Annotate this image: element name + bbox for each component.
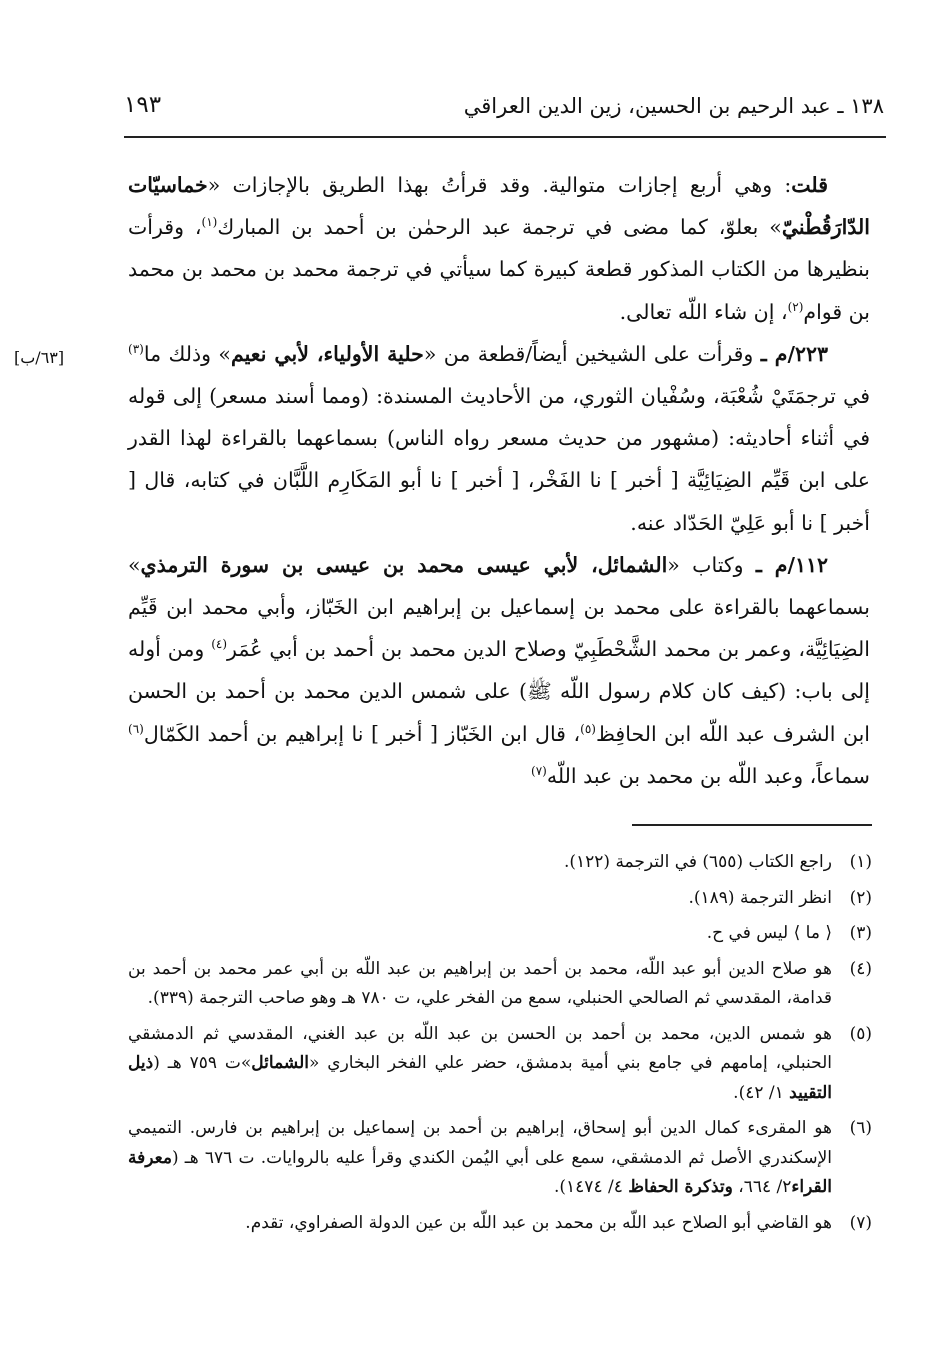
- footnote-text: هو شمس الدين، محمد بن أحمد بن الحسن بن عبد اللّه بن عبد الغني، المقدسي ثم الدمشقي الحنبلي، إمامهم في جامع بني أمية بدمشق، حضر علي الفخر البخاري «الشمائل»ت ٧٥٩ هـ (ذيل التقييد ١/ ٤٢).: [128, 1023, 832, 1103]
- book-title: الشمائل، لأبي عيسى محمد بن عيسى بن سورة الترمذي: [140, 552, 668, 577]
- entry-number: ١١٢/م ـ: [755, 552, 829, 577]
- footnotes: [128, 848, 872, 1244]
- footnote-ref: (٣): [128, 341, 144, 356]
- text-run: ومن أوله إلى باب: (كيف كان كلام رسول اللّه ﷺ) على شمس الدين محمد بن أحمد بن الحسن ابن الشرف عبد اللّه ابن الحافِظ: [128, 637, 870, 746]
- book-title: خماسيّات الدّارَقُطْنيّ: [128, 173, 870, 240]
- paragraph: [128, 333, 870, 544]
- entry-number: ٢٢٣/م ـ: [760, 341, 829, 366]
- footnote: [128, 919, 872, 949]
- footnote-ref: (٧): [531, 764, 547, 779]
- footnote: [128, 1209, 872, 1239]
- text-run: : وهي أربع إجازات متوالية. وقد قرأتُ بهذا الطريق بالإجازات «: [207, 173, 792, 197]
- paragraph: [128, 544, 870, 797]
- page-header: [124, 88, 884, 134]
- text-run: » بسماعهما بالقراءة على محمد بن إسماعيل بن إبراهيم ابن الخَبّاز، وأبي محمد ابن قَيِّم الضِيَائِيَّة، وعمر بن محمد الشَّحْطَبِيّ وصلاح الدين محمد بن أحمد بن أبي عُمَر: [128, 552, 870, 662]
- margin-note: [٦٣/ب]: [14, 348, 65, 367]
- footnote-number: (٧): [849, 1212, 872, 1233]
- footnote-ref: (٢): [787, 299, 804, 314]
- text-run: » بعلوّ، كما مضى في ترجمة عبد الرحمٰن بن أحمد بن المبارك: [217, 215, 782, 240]
- book-title: معرفة القراء: [128, 1147, 832, 1197]
- book-title: الشمائل: [251, 1053, 309, 1073]
- page-number: ١٩٣: [124, 92, 162, 118]
- paragraph-intro: قلت: [791, 173, 828, 197]
- footnote-number: (٢): [849, 887, 872, 908]
- footnote-number: (١): [849, 852, 872, 872]
- text-run: سماعاً، وعبد اللّه بن محمد بن عبد اللّه: [546, 763, 870, 788]
- footnote-ref: (١): [201, 215, 218, 230]
- footnote: [128, 1020, 872, 1109]
- footnote-text: راجع الكتاب (٦٥٥) في الترجمة (١٢٢).: [563, 852, 832, 872]
- footnote-separator: [632, 824, 872, 826]
- book-title: حلية الأولياء، لأبي نعيم: [230, 341, 424, 366]
- footnote-text: هو القاضي أبو الصلاح عبد اللّه بن محمد بن عبد اللّه بن عين الدولة الصفراوي، تقدم.: [245, 1212, 832, 1233]
- footnote-number: (٦): [849, 1118, 872, 1138]
- footnote-text: انظر الترجمة (١٨٩).: [688, 887, 832, 908]
- footnote-number: (٥): [849, 1023, 872, 1044]
- book-title: ذيل التقييد: [128, 1053, 832, 1103]
- footnote-number: (٤): [849, 958, 872, 979]
- text-run: في ترجمَتَيْ شُعْبَة، وسُفْيان الثوري، من الأحاديث المسندة: (ومما أسند مسعر) إلى قوله في أثناء أحاديثه: (مشهور من حديث مسعر رواه الناس) بسماعهما بالقراءة لهذا القدر على ابن قَيِّم الضِيَائِيَّة [ أخبر ] نا الفَخْر، [ أخبر ] نا أبو المَكَارِم اللَّبَّان في كتابه، قال [ أخبر ] نا أبو عَلِيّ الحَدّاد عنه.: [128, 384, 870, 535]
- footnote-text: هو المقرىء كمال الدين أبو إسحاق، إبراهيم بن أحمد بن إسماعيل بن إبراهيم بن فارس. التميمي الإسكندري الأصل ثم الدمشقي، سمع على أبي اليُمن الكندي وقرأ عليه بالروايات. ت ٦٧٦ هـ (معرفة القراء٢/ ٦٦٤، وتذكرة الحفاظ ٤/ ١٤٧٤).: [128, 1118, 832, 1197]
- footnote-text: هو صلاح الدين أبو عبد اللّه، محمد بن أحمد بن إبراهيم بن عبد اللّه بن أبي عمر محمد بن أحمد بن قدامة، المقدسي ثم الصالحي الحنبلي، سمع من الفخر علي، ت ٧٨٠ هـ وهو صاحب الترجمة (٣٣٩).: [128, 958, 832, 1008]
- text-run: » وذلك ما: [143, 341, 231, 366]
- text-run: وقرأت على الشيخين أيضاً/قطعة من «: [423, 341, 761, 366]
- running-title: ١٣٨ ـ عبد الرحيم بن الحسين، زين الدين العراقي: [463, 94, 884, 118]
- text-run: ، وقرأت بنظيرها من الكتاب المذكور قطعة كبيرة كما سيأتي في ترجمة محمد بن محمد بن محمد بن قوام: [128, 215, 870, 324]
- paragraph: [128, 164, 870, 333]
- text-run: ، إن شاء اللّه تعالى.: [619, 299, 788, 324]
- header-rule: [124, 136, 886, 138]
- footnote: [128, 848, 872, 878]
- main-text: [128, 164, 870, 797]
- footnote: [128, 1114, 872, 1203]
- text-run: ، قال ابن الخَبّاز [ أخبر ] نا إبراهيم بن أحمد الكَمّال: [143, 721, 581, 746]
- text-run: وكتاب «: [667, 552, 756, 577]
- footnote: [128, 955, 872, 1014]
- footnote-ref: (٤): [211, 637, 228, 652]
- book-title: وتذكرة الحفاظ: [628, 1177, 733, 1197]
- footnote-text: ⟨ ما ⟩ ليس في ح.: [706, 923, 832, 943]
- footnote-ref: (٦): [128, 721, 144, 736]
- footnote-number: (٣): [849, 923, 872, 943]
- footnote: [128, 884, 872, 914]
- footnote-ref: (٥): [580, 721, 596, 736]
